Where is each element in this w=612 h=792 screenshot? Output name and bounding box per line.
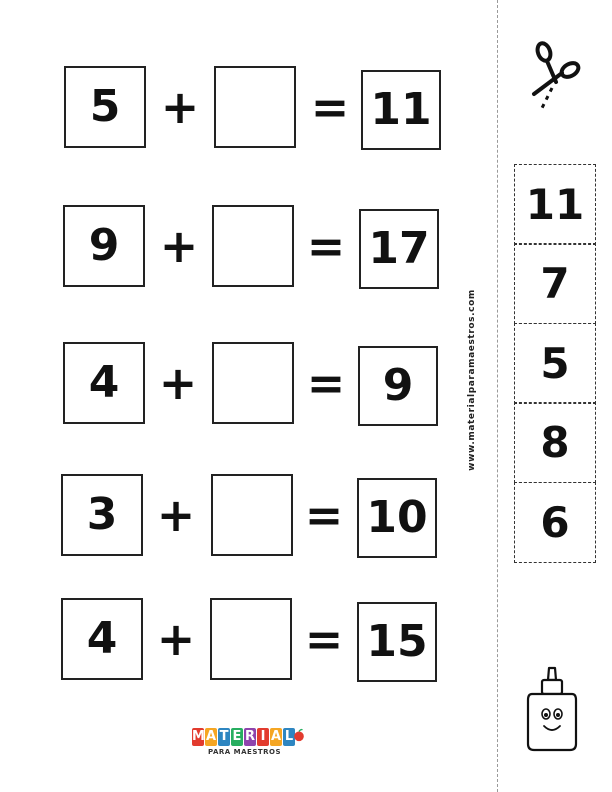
website-url: www.materialparamaestros.com xyxy=(467,289,477,471)
sum-box: 10 xyxy=(357,478,437,558)
plus-sign: + xyxy=(160,80,200,134)
equation-row-1 xyxy=(0,62,470,152)
logo-word: M A T E R I A L xyxy=(192,729,294,744)
answer-box[interactable] xyxy=(210,598,292,680)
addend-box: 3 xyxy=(61,474,143,556)
plus-sign: + xyxy=(158,356,198,410)
answer-box[interactable] xyxy=(212,205,294,287)
sum-box: 17 xyxy=(359,209,439,289)
equals-sign: = xyxy=(306,219,346,273)
cutout-card[interactable]: 11 xyxy=(514,164,596,245)
scissors-icon xyxy=(522,40,592,115)
cutout-card[interactable]: 6 xyxy=(514,482,596,563)
apple-icon xyxy=(292,728,306,742)
answer-box[interactable] xyxy=(212,342,294,424)
cutout-card[interactable]: 8 xyxy=(514,402,596,483)
equation-row-4 xyxy=(0,470,470,560)
equals-sign: = xyxy=(306,356,346,410)
cutout-card[interactable]: 5 xyxy=(514,323,596,404)
addend-box: 5 xyxy=(64,66,146,148)
material-para-maestros-logo xyxy=(192,728,304,764)
answer-box[interactable] xyxy=(214,66,296,148)
cutout-strip xyxy=(514,164,596,563)
addend-box: 9 xyxy=(63,205,145,287)
answer-box[interactable] xyxy=(211,474,293,556)
cutout-card[interactable]: 7 xyxy=(514,243,596,324)
equation-row-5 xyxy=(0,594,470,684)
equals-sign: = xyxy=(304,612,344,666)
equals-sign: = xyxy=(304,488,344,542)
addend-box: 4 xyxy=(63,342,145,424)
equation-row-3 xyxy=(0,338,470,428)
equals-sign: = xyxy=(310,80,350,134)
sum-box: 11 xyxy=(361,70,441,150)
sum-box: 15 xyxy=(357,602,437,682)
equation-row-2 xyxy=(0,201,470,291)
logo-subtitle: PARA MAESTROS xyxy=(208,748,282,756)
plus-sign: + xyxy=(156,612,196,666)
plus-sign: + xyxy=(156,488,196,542)
glue-bottle-icon xyxy=(524,664,580,754)
plus-sign: + xyxy=(159,219,199,273)
addend-box: 4 xyxy=(61,598,143,680)
cut-line xyxy=(497,0,498,792)
sum-box: 9 xyxy=(358,346,438,426)
